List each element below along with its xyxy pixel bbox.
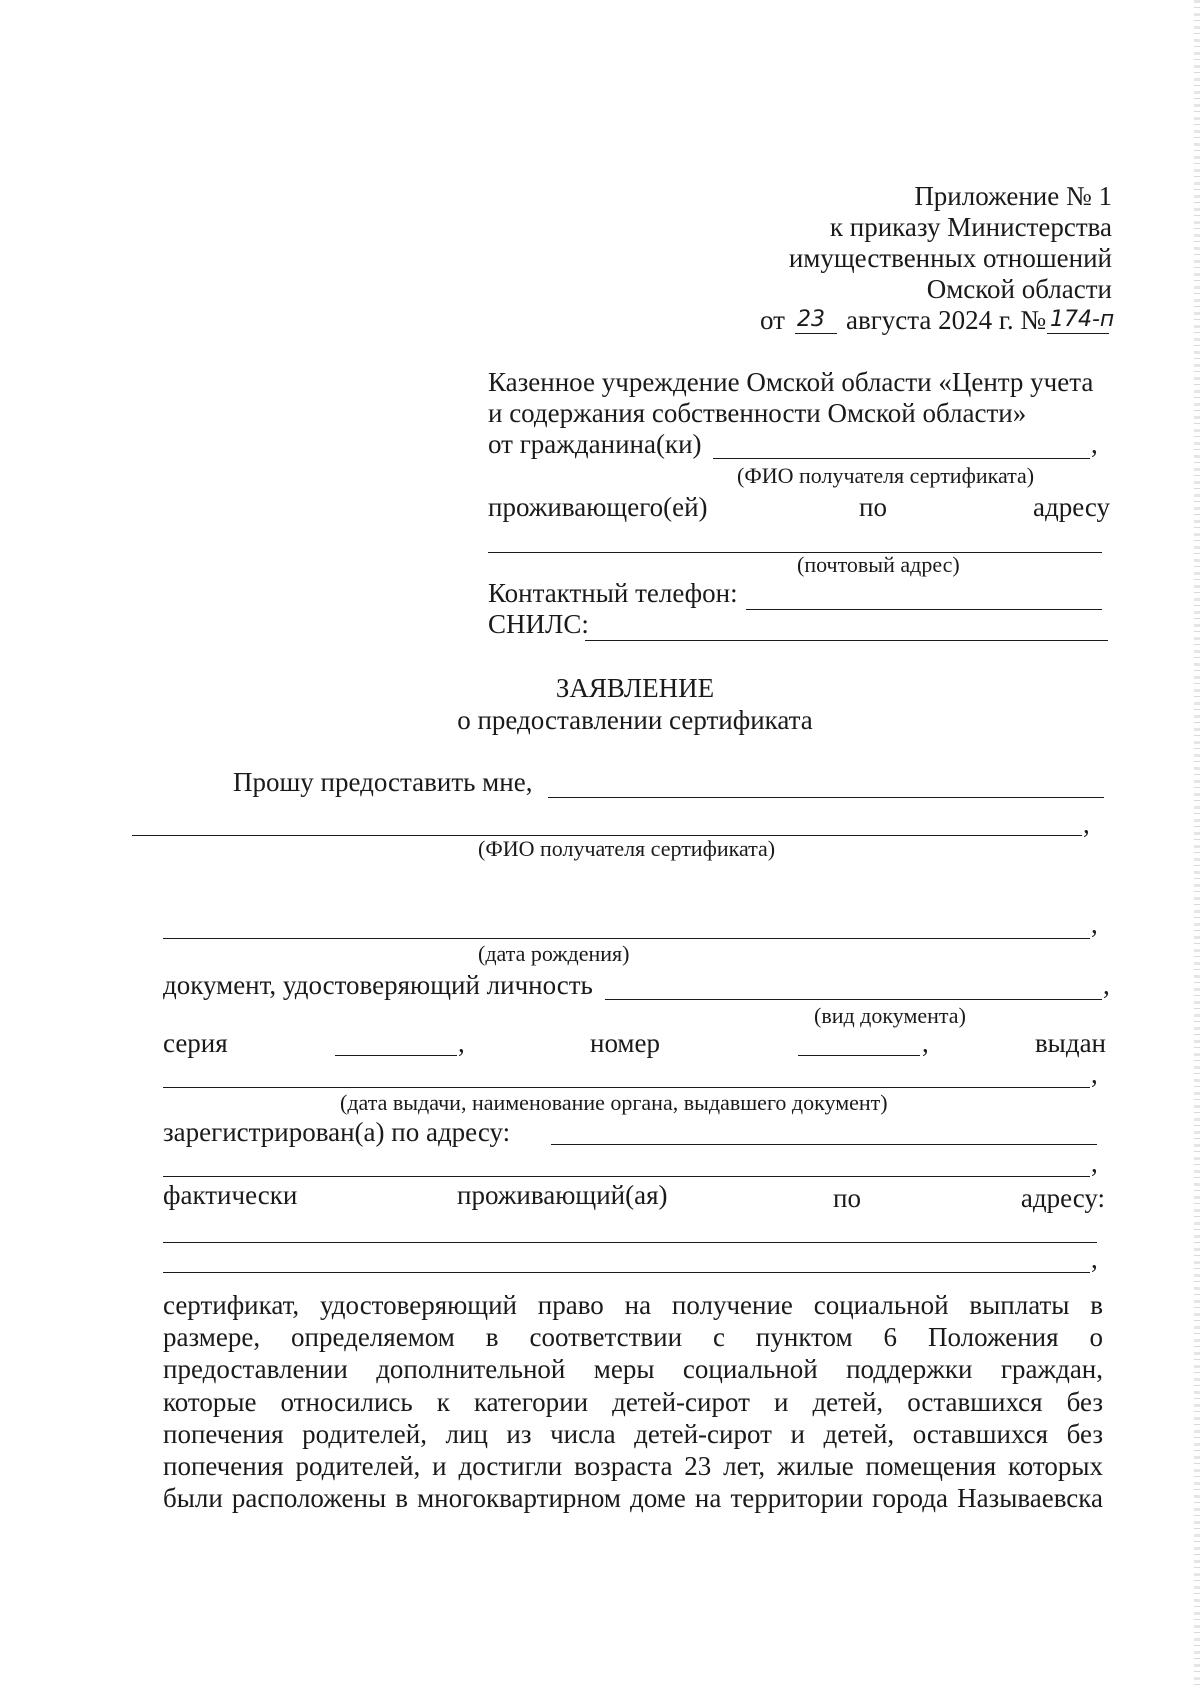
body-line: попечения родителей, лиц из числа детей-сирот и детей, оставшихся без (163, 1418, 1103, 1449)
body-line: которые относились к категории детей-сирот и детей, оставшихся без (163, 1386, 1103, 1417)
number-label: номер (590, 1028, 661, 1058)
comma: , (1091, 909, 1098, 939)
issue-caption: (дата выдачи, наименование органа, выдавшего документ) (340, 1090, 888, 1115)
comma: , (922, 1028, 929, 1058)
document-subtitle: о предоставлении сертификата (457, 705, 813, 735)
appendix-date-rest: августа 2024 г. № (846, 305, 1047, 335)
document-title: ЗАЯВЛЕНИЕ (555, 673, 715, 703)
comma: , (1091, 429, 1098, 459)
comma: , (458, 1028, 465, 1058)
addressee-line-2: и содержания собственности Омской области» (488, 398, 1027, 428)
doc-type-caption: (вид документа) (814, 1003, 966, 1028)
appendix-number: Приложение № 1 (914, 181, 1112, 211)
appendix-region: Омской области (926, 274, 1112, 304)
comma: , (1091, 1148, 1098, 1178)
postal-address-field[interactable] (488, 552, 1102, 553)
addressee-line-1: Казенное учреждение Омской области «Центр учета (488, 367, 1094, 397)
body-line: предоставлении дополнительной меры социальной поддержки граждан, (163, 1354, 1103, 1385)
comma: , (1091, 1059, 1098, 1089)
appendix-ministry: имущественных отношений (788, 243, 1112, 273)
id-document-field[interactable] (605, 999, 1102, 1000)
series-field[interactable] (335, 1055, 457, 1056)
comma: , (1083, 809, 1090, 839)
date-day-handwritten: 23 (797, 307, 825, 332)
registered-address-label: зарегистрирован(а) по адресу: (163, 1117, 511, 1147)
birth-date-caption: (дата рождения) (478, 941, 630, 966)
phone-field[interactable] (746, 609, 1102, 610)
fio-caption: (ФИО получателя сертификата) (737, 463, 1035, 488)
body-line: попечения родителей, и достигли возраста 23 лет, жилые помещения которых (163, 1451, 1103, 1482)
appendix-date-prefix: от (760, 305, 785, 335)
comma: , (1091, 1244, 1098, 1274)
citizen-fio-field[interactable] (713, 458, 1090, 459)
actual-address-field-2[interactable] (163, 1272, 1090, 1273)
birth-date-field[interactable] (163, 938, 1090, 939)
registered-address-field-1[interactable] (551, 1144, 1097, 1145)
actual-word-1: фактически (163, 1180, 298, 1210)
registered-address-field-2[interactable] (163, 1176, 1090, 1177)
actual-address-field-1[interactable] (163, 1242, 1097, 1243)
series-label: серия (163, 1028, 228, 1058)
body-line: были расположены в многоквартирном доме на территории города Называевска (163, 1483, 1103, 1514)
snils-label: СНИЛС: (488, 609, 589, 639)
number-field[interactable] (798, 1055, 920, 1056)
snils-field[interactable] (585, 640, 1108, 641)
issued-label: выдан (1034, 1028, 1106, 1058)
body-line: размере, определяемом в соответствии с пунктом 6 Положения о (163, 1322, 1103, 1353)
postal-caption: (почтовый адрес) (797, 552, 960, 577)
actual-word-2: проживающий(ая) (457, 1180, 668, 1210)
actual-word-4: адресу: (1020, 1183, 1105, 1213)
issued-by-field[interactable] (163, 1087, 1090, 1088)
recipient-fio-field-1[interactable] (548, 797, 1104, 798)
residing-word-2: по (859, 492, 887, 522)
order-number-handwritten: 174-п (1050, 307, 1115, 332)
scan-edge-artifact (1194, 0, 1200, 1686)
residing-word-3: адресу (1032, 492, 1110, 522)
residing-word-1: проживающего(ей) (488, 492, 708, 522)
appendix-order-ref: к приказу Министерства (829, 212, 1112, 242)
fio-caption: (ФИО получателя сертификата) (478, 836, 776, 861)
body-line: сертификат, удостоверяющий право на получение социальной выплаты в (163, 1290, 1103, 1320)
phone-label: Контактный телефон: (488, 578, 738, 608)
from-citizen-label: от гражданина(ки) (488, 429, 702, 459)
comma: , (1103, 970, 1110, 1000)
request-label: Прошу предоставить мне, (233, 767, 533, 797)
body-paragraph (163, 1289, 1103, 1514)
actual-word-3: по (833, 1183, 861, 1213)
id-document-label: документ, удостоверяющий личность (163, 970, 593, 1000)
